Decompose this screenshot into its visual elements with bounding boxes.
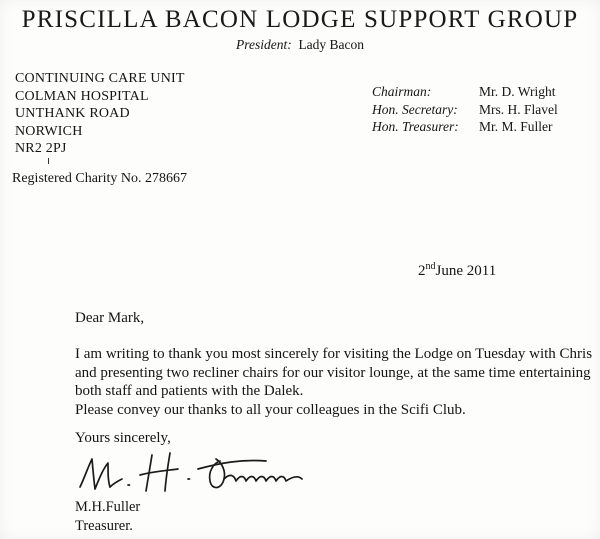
officer-name: Mrs. H. Flavel xyxy=(479,101,558,117)
date-rest: June 2011 xyxy=(435,263,497,279)
postal-address xyxy=(15,70,185,158)
officer-name: Mr. M. Fuller xyxy=(479,119,553,134)
body-line: Please convey our thanks to all your colleagues in the Scifi Club. xyxy=(75,401,466,418)
officer-row-treasurer xyxy=(372,118,592,136)
president-label: President: xyxy=(235,37,292,52)
president-line xyxy=(0,37,600,53)
address-line: UNTHANK ROAD xyxy=(15,106,130,121)
organization-name: PRISCILLA BACON LODGE SUPPORT GROUP xyxy=(21,6,579,33)
body-line: and presenting two recliner chairs for our visitor lounge, at the same time entertaining xyxy=(75,364,591,381)
date-day: 2 xyxy=(418,263,426,279)
officer-role: Chairman: xyxy=(372,84,432,99)
address-line: NR2 2PJ xyxy=(15,141,67,156)
address-line: NORWICH xyxy=(15,123,83,139)
officer-row-secretary xyxy=(372,101,592,119)
letter-body xyxy=(75,345,592,419)
officer-role: Hon. Treasurer: xyxy=(372,119,459,134)
address-line: COLMAN HOSPITAL xyxy=(15,88,149,104)
signer-name: M.H.Fuller xyxy=(75,499,141,515)
closing: Yours sincerely, xyxy=(75,430,171,446)
body-line: I am writing to thank you most sincerely for visiting the Lodge on Tuesday with Chris xyxy=(75,346,593,362)
president-name: Lady Bacon xyxy=(298,37,365,52)
signer-block xyxy=(75,498,140,536)
officer-role: Hon. Secretary: xyxy=(372,101,458,117)
letter-date xyxy=(418,261,496,280)
charity-number: Registered Charity No. 278667 xyxy=(12,171,187,186)
handwritten-signature xyxy=(70,445,360,503)
address-line: CONTINUING CARE UNIT xyxy=(15,71,185,86)
officer-name: Mr. D. Wright xyxy=(479,84,556,99)
salutation: Dear Mark, xyxy=(75,310,145,326)
scan-mark xyxy=(48,158,49,164)
date-suffix: nd xyxy=(425,261,436,272)
officer-row-chairman xyxy=(372,83,592,101)
body-line: both staff and patients with the Dalek. xyxy=(75,383,304,399)
officers-list xyxy=(372,83,592,136)
signer-title: Treasurer. xyxy=(75,518,133,534)
